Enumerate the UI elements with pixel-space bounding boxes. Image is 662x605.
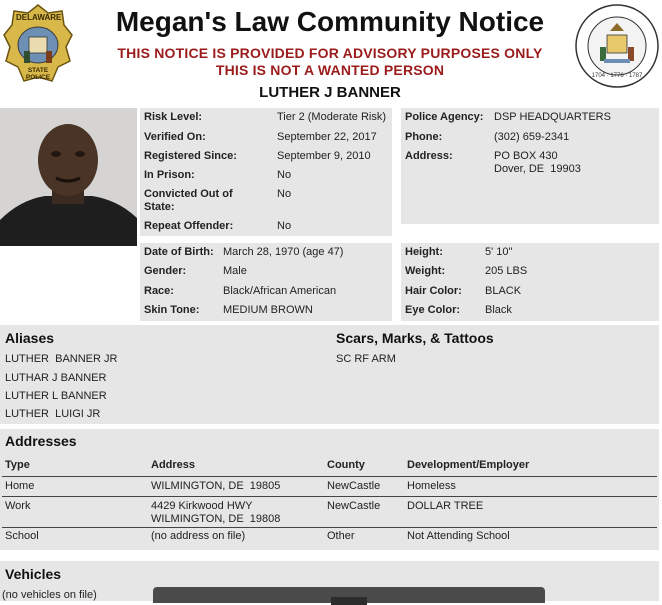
alias-item: LUTHAR J BANNER xyxy=(5,372,107,384)
toolbar-page-indicator[interactable] xyxy=(331,597,367,605)
gender-value: Male xyxy=(223,265,247,277)
not-wanted-notice: THIS IS NOT A WANTED PERSON xyxy=(215,62,445,78)
height-label: Height: xyxy=(405,246,443,258)
hair-color-value: BLACK xyxy=(485,285,522,297)
address-type: School xyxy=(5,530,39,542)
address-employer: Homeless xyxy=(407,480,456,492)
col-header-type: Type xyxy=(5,459,30,471)
table-divider xyxy=(2,476,657,477)
police-agency-value: DSP HEADQUARTERS xyxy=(494,111,611,123)
seal-years: 1704 · 1776 · 1787 xyxy=(591,73,643,79)
registered-since-value: September 9, 2010 xyxy=(277,150,371,162)
weight-label: Weight: xyxy=(405,265,446,277)
alias-item: LUTHER LUIGI JR xyxy=(5,408,101,420)
skin-tone-label: Skin Tone: xyxy=(144,304,200,316)
address-county: NewCastle xyxy=(327,480,381,492)
alias-item: LUTHER BANNER JR xyxy=(5,353,118,365)
eye-color-value: Black xyxy=(485,304,512,316)
risk-level-label: Risk Level: xyxy=(144,111,203,123)
address-line: (no address on file) xyxy=(151,530,246,542)
agency-address-line1: PO BOX 430 xyxy=(494,150,558,162)
offender-photo xyxy=(0,108,137,246)
advisory-notice: THIS NOTICE IS PROVIDED FOR ADVISORY PURPOSES ONLY xyxy=(117,45,543,61)
agency-address-line2: Dover, DE 19903 xyxy=(494,163,581,175)
verified-on-label: Verified On: xyxy=(144,131,206,143)
address-county: NewCastle xyxy=(327,500,381,512)
address-county: Other xyxy=(327,530,355,542)
address-line: WILMINGTON, DE 19808 xyxy=(151,513,281,525)
col-header-address: Address xyxy=(151,459,196,471)
weight-value: 205 LBS xyxy=(485,265,528,277)
address-line: WILMINGTON, DE 19805 xyxy=(151,480,281,492)
hair-color-label: Hair Color: xyxy=(405,285,462,297)
skin-tone-value: MEDIUM BROWN xyxy=(223,304,313,316)
offender-name: LUTHER J BANNER xyxy=(259,84,401,101)
gender-label: Gender: xyxy=(144,265,187,277)
address-type: Home xyxy=(5,480,35,492)
scar-item: SC RF ARM xyxy=(336,353,396,365)
verified-on-value: September 22, 2017 xyxy=(277,131,377,143)
race-value: Black/African American xyxy=(223,285,337,297)
dob-label: Date of Birth: xyxy=(144,246,214,258)
risk-level-value: Tier 2 (Moderate Risk) xyxy=(277,111,387,123)
badge-bottom-text: STATE POLICE xyxy=(25,67,51,81)
phone-value: (302) 659-2341 xyxy=(494,131,570,143)
table-divider xyxy=(2,496,657,497)
race-label: Race: xyxy=(144,285,174,297)
page-title: Megan's Law Community Notice xyxy=(115,6,545,37)
address-line: 4429 Kirkwood HWY xyxy=(151,500,253,512)
addresses-title: Addresses xyxy=(5,433,77,449)
phone-label: Phone: xyxy=(405,131,443,143)
dob-value: March 28, 1970 (age 47) xyxy=(223,246,344,258)
vehicles-empty-text: (no vehicles on file) xyxy=(2,589,97,601)
police-agency-label: Police Agency: xyxy=(405,111,484,123)
registered-since-label: Registered Since: xyxy=(144,150,237,162)
agency-address-label: Address: xyxy=(405,150,453,162)
vehicles-title: Vehicles xyxy=(5,566,62,582)
alias-item: LUTHER L BANNER xyxy=(5,390,107,402)
col-header-county: County xyxy=(327,459,365,471)
convicted-out-of-state-value: No xyxy=(277,188,292,200)
in-prison-value: No xyxy=(277,169,292,181)
aliases-title: Aliases xyxy=(5,330,55,346)
table-divider xyxy=(2,527,657,528)
state-police-badge xyxy=(2,3,74,89)
repeat-offender-label: Repeat Offender: xyxy=(144,220,234,232)
in-prison-label: In Prison: xyxy=(144,169,195,181)
address-employer: DOLLAR TREE xyxy=(407,500,484,512)
eye-color-label: Eye Color: xyxy=(405,304,461,316)
convicted-out-of-state-label: Convicted Out of State: xyxy=(144,188,233,213)
address-type: Work xyxy=(5,500,31,512)
state-seal xyxy=(574,3,660,89)
address-employer: Not Attending School xyxy=(407,530,510,542)
scars-title: Scars, Marks, & Tattoos xyxy=(336,330,494,346)
badge-top-text: DELAWARE xyxy=(16,13,62,22)
col-header-employer: Development/Employer xyxy=(407,459,530,471)
height-value: 5' 10" xyxy=(485,246,513,258)
repeat-offender-value: No xyxy=(277,220,292,232)
